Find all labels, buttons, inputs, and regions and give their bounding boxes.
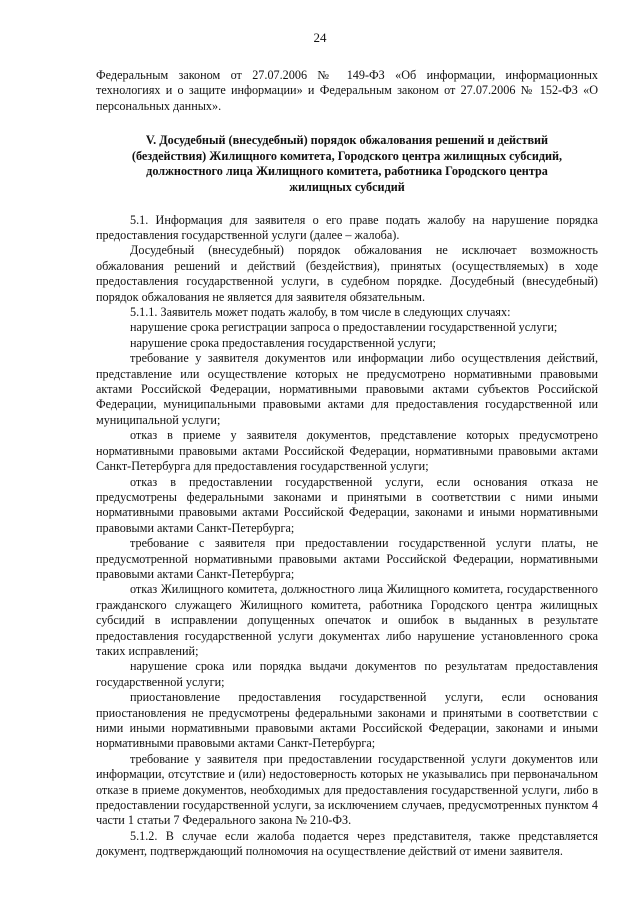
page-number: 24 xyxy=(313,30,327,45)
list-item: нарушение срока или порядка выдачи документов по результатам предоставления государственной услуги; xyxy=(96,659,598,689)
section-heading: V. Досудебный (внесудебный) порядок обжалования решений и действий (бездействия) Жилищного комитета, Городского центра жилищных субсидий, должностного лица Жилищного комитета, работника Городского центра жилищных субсидий xyxy=(131,133,563,194)
list-item: нарушение срока регистрации запроса о предоставлении государственной услуги; xyxy=(130,320,558,335)
list-item: требование у заявителя документов или информации либо осуществления действий, представление или осуществление которых не предусмотрено нормативными правовыми актами Российской Федерации, нормативными правовыми актами субъектов Российской Федерации, муниципальными правовыми актами для предоставления государственной или муниципальной услуги; xyxy=(96,351,598,427)
list-item: отказ в приеме у заявителя документов, представление которых предусмотрено нормативными правовыми актами Российской Федерации, нормативными правовыми актами Санкт-Петербурга для предоставления государственной услуги; xyxy=(96,428,598,474)
document-body xyxy=(96,68,598,860)
list-item: отказ в предоставлении государственной услуги, если основания отказа не предусмотрены федеральными законами и принятыми в соответствии с ними иными нормативными правовыми актами Российской Федерации, законами и иными нормативными правовыми актами Санкт-Петербурга; xyxy=(96,474,598,535)
list-item: приостановление предоставления государственной услуги, если основания приостановления не предусмотрены федеральными законами и принятыми в соответствии с ними иными нормативными правовыми актами Российской Федерации, законами и иными нормативными правовыми актами Санкт-Петербурга; xyxy=(96,690,598,751)
paragraph-pretrial-order: Досудебный (внесудебный) порядок обжалования не исключает возможность обжалования решений и действий (бездействия), принятых (осуществляемых) в ходе предоставления государственной услуги, в судебном порядке. Досудебный (внесудебный) порядок обжалования не является для заявителя обязательным. xyxy=(96,243,598,304)
list-item: нарушение срока предоставления государственной услуги; xyxy=(130,335,437,350)
list-item: требование у заявителя при предоставлении государственной услуги документов или информации, отсутствие и (или) недостоверность которых не указывались при первоначальном отказе в приеме документов, необходимых для предоставления государственной услуги, либо в предоставлении государственной услуги, за исключением случаев, предусмотренных пунктом 4 части 1 статьи 7 Федерального закона № 210-ФЗ. xyxy=(96,751,598,828)
paragraph-5-1: 5.1. Информация для заявителя о его праве подать жалобу на нарушение порядка предоставления государственной услуги (далее – жалоба). xyxy=(96,212,598,242)
list-item: отказ Жилищного комитета, должностного лица Жилищного комитета, государственного гражданского служащего Жилищного комитета, работника Городского центра жилищных субсидий в исправлении допущенных опечаток и ошибок в выданных в результате предоставления государственной услуги документах либо нарушение установленного срока таких исправлений; xyxy=(96,582,598,658)
intro-paragraph: Федеральным законом от 27.07.2006 № 149-ФЗ «Об информации, информационных технологиях и о защите информации» и Федеральным законом от 27.07.2006 № 152-ФЗ «О персональных данных». xyxy=(96,68,598,113)
paragraph-5-1-1: 5.1.1. Заявитель может подать жалобу, в том числе в следующих случаях: xyxy=(130,305,511,320)
paragraph-5-1-2: 5.1.2. В случае если жалоба подается через представителя, также представляется документ, подтверждающий полномочия на осуществление действий от имени заявителя. xyxy=(96,828,598,859)
list-item: требование с заявителя при предоставлении государственной услуги платы, не предусмотренной нормативными правовыми актами Российской Федерации, нормативными правовыми актами Санкт-Петербурга; xyxy=(96,536,598,581)
